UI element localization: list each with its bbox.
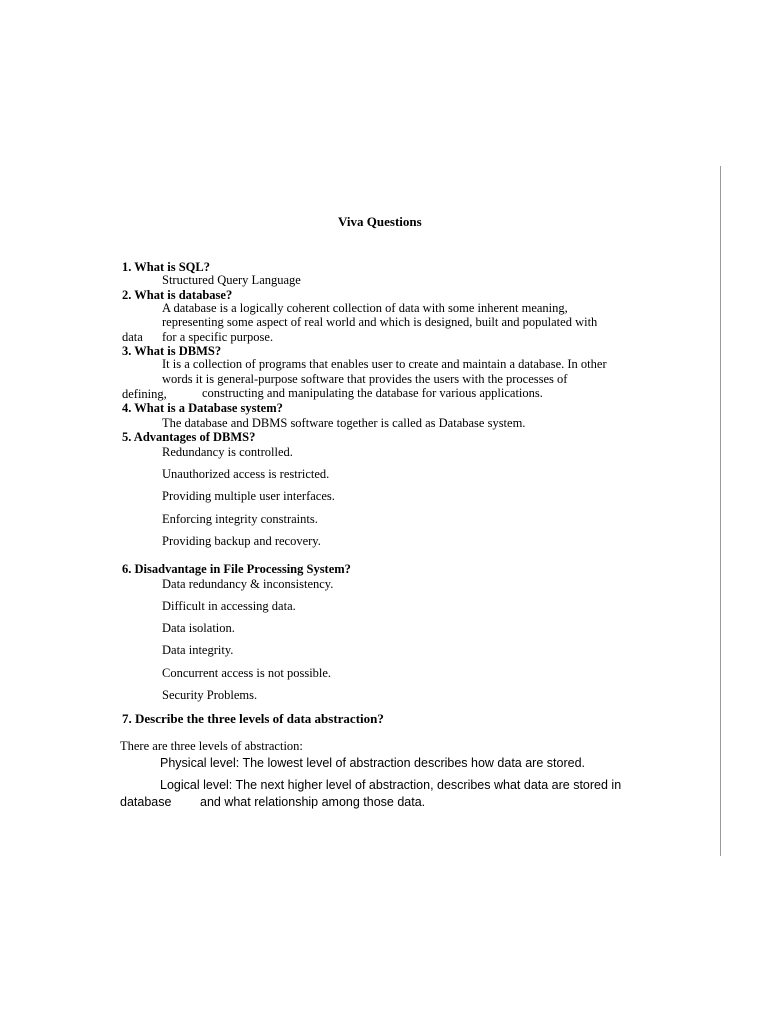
logical-level-text-line-2-start: database	[120, 795, 172, 809]
disadvantage-item: Difficult in accessing data.	[162, 599, 296, 613]
disadvantage-item: Concurrent access is not possible.	[162, 666, 332, 680]
question-7-heading: 7. Describe the three levels of data abstraction?	[122, 711, 384, 726]
advantage-item: Providing backup and recovery.	[162, 534, 321, 548]
disadvantage-item: Security Problems.	[162, 688, 258, 702]
advantage-item: Unauthorized access is restricted.	[162, 467, 330, 481]
question-1-answer: Structured Query Language	[162, 273, 301, 287]
question-3-answer-line-3-end: constructing and manipulating the database for various applications.	[202, 386, 543, 400]
logical-level-text-line-1: Logical level: The next higher level of abstraction, describes what data are stored in	[160, 778, 622, 792]
disadvantage-item: Data integrity.	[162, 643, 234, 657]
disadvantage-item: Data redundancy & inconsistency.	[162, 577, 334, 591]
question-2-answer-line-3-end: for a specific purpose.	[162, 330, 274, 344]
question-3-heading: 3. What is DBMS?	[122, 344, 222, 358]
question-2-answer-line-2: representing some aspect of real world and which is designed, built and populated with	[162, 315, 598, 329]
question-1-heading: 1. What is SQL?	[122, 260, 210, 274]
question-7-intro: There are three levels of abstraction:	[120, 739, 303, 753]
question-4-heading: 4. What is a Database system?	[122, 401, 283, 415]
question-4-answer: The database and DBMS software together is called as Database system.	[162, 416, 526, 430]
document-title: Viva Questions	[338, 214, 422, 229]
question-6-heading: 6. Disadvantage in File Processing System?	[122, 562, 351, 576]
question-3-answer-line-1: It is a collection of programs that enables user to create and maintain a database. In other	[162, 357, 607, 371]
logical-level-text-line-2-end: and what relationship among those data.	[200, 795, 426, 809]
page-edge-line	[720, 166, 721, 856]
question-2-heading: 2. What is database?	[122, 288, 233, 302]
question-3-answer-line-3-start: defining,	[122, 387, 167, 401]
advantage-item: Redundancy is controlled.	[162, 445, 293, 459]
question-2-answer-line-1: A database is a logically coherent collection of data with some inherent meaning,	[162, 301, 568, 315]
disadvantage-item: Data isolation.	[162, 621, 235, 635]
question-3-answer-line-2: words it is general-purpose software that provides the users with the processes of	[162, 372, 568, 386]
question-2-answer-line-3-start: data	[122, 330, 143, 344]
advantage-item: Enforcing integrity constraints.	[162, 512, 318, 526]
physical-level-text: Physical level: The lowest level of abstraction describes how data are stored.	[160, 756, 585, 770]
advantage-item: Providing multiple user interfaces.	[162, 489, 335, 503]
question-5-heading: 5. Advantages of DBMS?	[122, 430, 256, 444]
